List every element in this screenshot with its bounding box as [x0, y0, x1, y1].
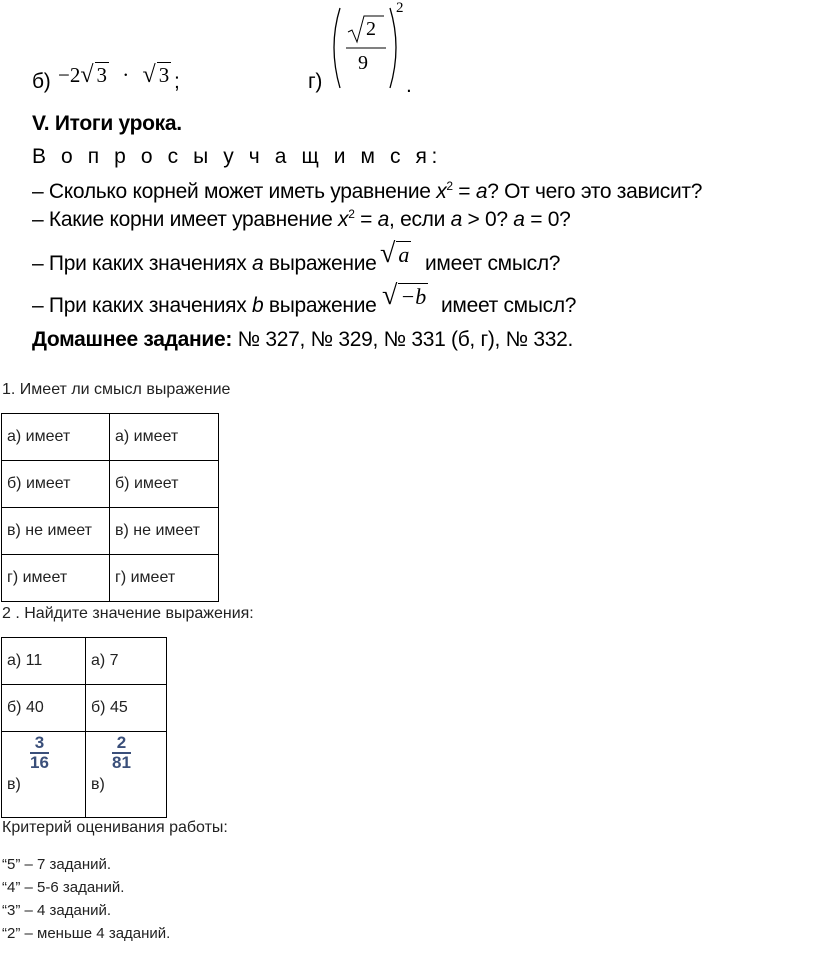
question-2 [32, 207, 570, 232]
list-item: “3” – 4 заданий. [2, 902, 112, 919]
q2-text-d: = 0? [524, 208, 571, 231]
question-1 [32, 179, 702, 204]
list-item: “5” – 7 заданий. [2, 856, 112, 873]
lesson-heading: V. Итоги урока. [32, 112, 182, 135]
q4-radical [382, 280, 428, 312]
fraction-num: 2 [112, 734, 131, 754]
q2-text-c: > 0? [461, 208, 514, 231]
table-cell: б) имеет [110, 461, 219, 508]
radical-sign-icon: √ [80, 62, 94, 88]
table-cell: а) имеет [110, 414, 219, 461]
radical-sign-icon: √ [142, 62, 156, 88]
q1-x: x [436, 180, 447, 203]
expr-g-den: 9 [358, 52, 368, 74]
expr-b-rad2: 3 [158, 63, 170, 87]
table-row [2, 461, 219, 508]
expr-g-period: . [406, 74, 412, 97]
expr-b-label: б) [32, 70, 51, 93]
q2-eq: = [354, 208, 378, 231]
fraction-image [30, 734, 49, 772]
homework-label: Домашнее задание: [32, 328, 233, 351]
table-row [2, 508, 219, 555]
q1-exp: 2 [446, 179, 453, 193]
expr-b-coef: −2 [58, 63, 81, 87]
table-row [2, 414, 219, 461]
question-4 [32, 294, 377, 318]
q1-text-b: ? От чего это зависит? [487, 180, 703, 203]
table-cell: б) имеет [2, 461, 110, 508]
table-row [2, 732, 167, 818]
expr-g-num: 2 [366, 18, 376, 40]
q2-a3: a [513, 208, 525, 231]
list-item: “2” – меньше 4 заданий. [2, 925, 171, 942]
fraction-label: в) [7, 776, 21, 793]
fraction-den: 16 [30, 753, 49, 772]
table-row [2, 555, 219, 602]
q4-text-c: имеет смысл? [441, 294, 577, 317]
table-cell: а) имеет [2, 414, 110, 461]
q4-rad: −b [400, 284, 427, 309]
table-cell [86, 732, 167, 818]
expr-b [58, 62, 171, 89]
table-cell: б) 45 [86, 685, 167, 732]
task1-table [1, 413, 219, 602]
q3-text-c: имеет смысл? [425, 252, 561, 275]
q2-text-b: , если [389, 208, 451, 231]
q3-rad: a [398, 242, 410, 267]
fraction-den: 81 [112, 753, 131, 772]
questions-label: В о п р о с ы у ч а щ и м с я: [32, 145, 442, 168]
q1-a: a [475, 180, 488, 203]
table-cell: а) 7 [86, 638, 167, 685]
q2-x: x [337, 208, 349, 231]
q2-text-a: – Какие корни имеет уравнение [32, 208, 338, 231]
table-cell: б) 40 [2, 685, 86, 732]
fraction-image [112, 734, 131, 772]
q2-a: a [377, 208, 389, 231]
fraction-num: 3 [30, 734, 49, 754]
table-row [2, 685, 167, 732]
q3-text-a: – При каких значениях [32, 252, 252, 275]
expr-g-exp: 2 [396, 0, 404, 16]
q2-exp: 2 [348, 207, 355, 221]
q4-text-b: выражение [263, 294, 377, 317]
expr-b-semicolon: ; [174, 70, 180, 93]
list-item: “4” – 5-6 заданий. [2, 879, 125, 896]
task2-title: 2 . Найдите значение выражения: [2, 605, 254, 622]
table-cell: г) имеет [110, 555, 219, 602]
q3-radical [380, 238, 411, 270]
question-3 [32, 252, 377, 276]
fraction-label: в) [91, 776, 105, 793]
table-cell: а) 11 [2, 638, 86, 685]
task1-title: 1. Имеет ли смысл выражение [2, 381, 231, 398]
q1-text-a: – Сколько корней может иметь уравнение [32, 180, 437, 203]
q3-text-b: выражение [263, 252, 377, 275]
q3-var: a [251, 252, 264, 275]
table-cell [2, 732, 86, 818]
radical-sign-icon: √ [380, 238, 396, 269]
table-cell: г) имеет [2, 555, 110, 602]
criteria-title: Критерий оценивания работы: [2, 819, 228, 836]
q4-var: b [251, 294, 264, 317]
expr-b-dot: · [122, 63, 130, 87]
table-cell: в) не имеет [2, 508, 110, 555]
task2-table [1, 637, 167, 818]
q2-a2: a [450, 208, 462, 231]
table-cell: в) не имеет [110, 508, 219, 555]
q4-text-a: – При каких значениях [32, 294, 252, 317]
criteria-list [2, 853, 170, 945]
q1-eq: = [452, 180, 476, 203]
table-row [2, 638, 167, 685]
homework-text: № 327, № 329, № 331 (б, г), № 332. [232, 328, 574, 351]
expr-g-label: г) [308, 70, 323, 93]
radical-sign-icon: √ [382, 280, 398, 311]
homework [32, 328, 573, 352]
expr-b-rad1: 3 [96, 63, 108, 87]
